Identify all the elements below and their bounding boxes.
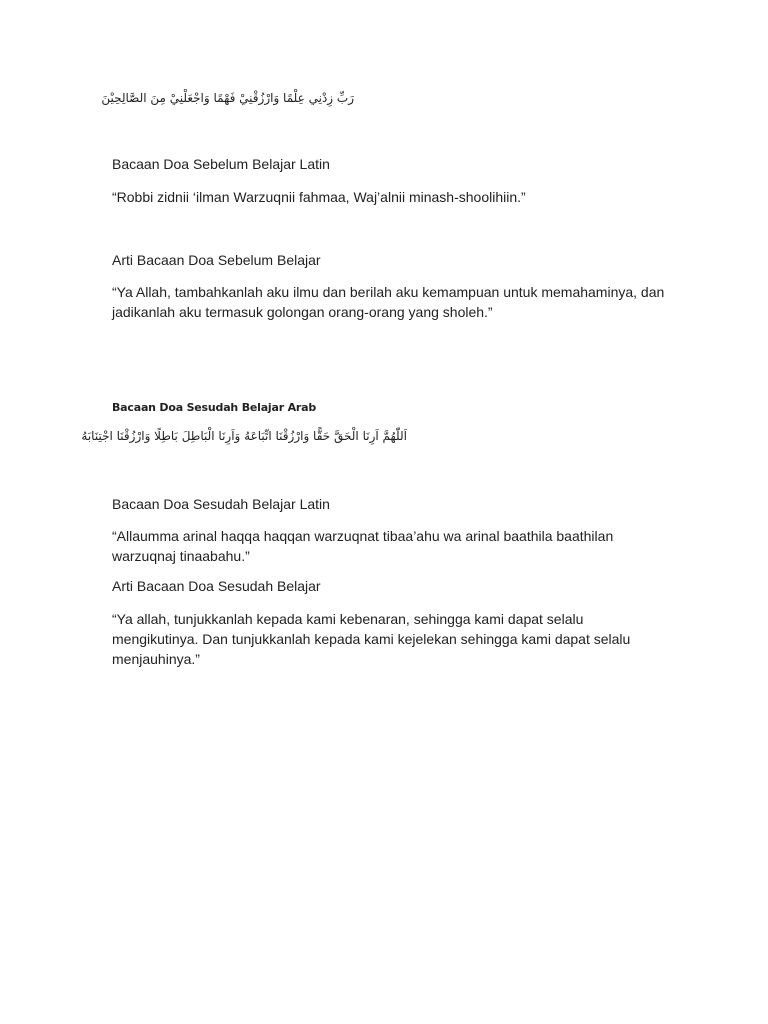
after-study-arabic-heading: Bacaan Doa Sesudah Belajar Arab bbox=[112, 401, 317, 414]
arabic-prayer-after-study: اَللّٰهُمَّ اَرِنَا الْحَقَّ حَقًّا وَارْزُقْنَا اتِّبَاعَهُ وَاَرِنَا الْبَاطِلَ بَاطِلًا وَارْزُقْنَا اجْتِنَابَهُ bbox=[81, 429, 407, 443]
arabic-prayer-before-study: رَبِّ زِدْنِي عِلْمًا وَارْزُقْنِيْ فَهْمًا وَاجْعَلْنِيْ مِنَ الصَّالِحِيْنَ bbox=[101, 91, 354, 105]
after-study-meaning-text: “Ya allah, tunjukkanlah kepada kami kebenaran, sehingga kami dapat selalu mengikutinya. Dan tunjukkanlah kepada kami kejelekan sehingga kami dapat selalu menjauhinya.” bbox=[112, 611, 631, 667]
after-study-latin-heading: Bacaan Doa Sesudah Belajar Latin bbox=[112, 496, 330, 512]
before-study-latin-text: “Robbi zidnii ‘ilman Warzuqnii fahmaa, Waj’alnii minash-shoolihiin.” bbox=[112, 189, 526, 205]
after-study-latin-text: “Allaumma arinal haqqa haqqan warzuqnat tibaa’ahu wa arinal baathila baathilan warzuqnaj tinaabahu.” bbox=[112, 528, 614, 564]
before-study-meaning-text: “Ya Allah, tambahkanlah aku ilmu dan berilah aku kemampuan untuk memahaminya, dan jadikanlah aku termasuk golongan orang-orang yang sholeh.” bbox=[112, 284, 665, 320]
before-study-latin-heading: Bacaan Doa Sebelum Belajar Latin bbox=[112, 156, 330, 172]
before-study-meaning-heading: Arti Bacaan Doa Sebelum Belajar bbox=[112, 252, 321, 268]
after-study-meaning-heading: Arti Bacaan Doa Sesudah Belajar bbox=[112, 578, 321, 594]
